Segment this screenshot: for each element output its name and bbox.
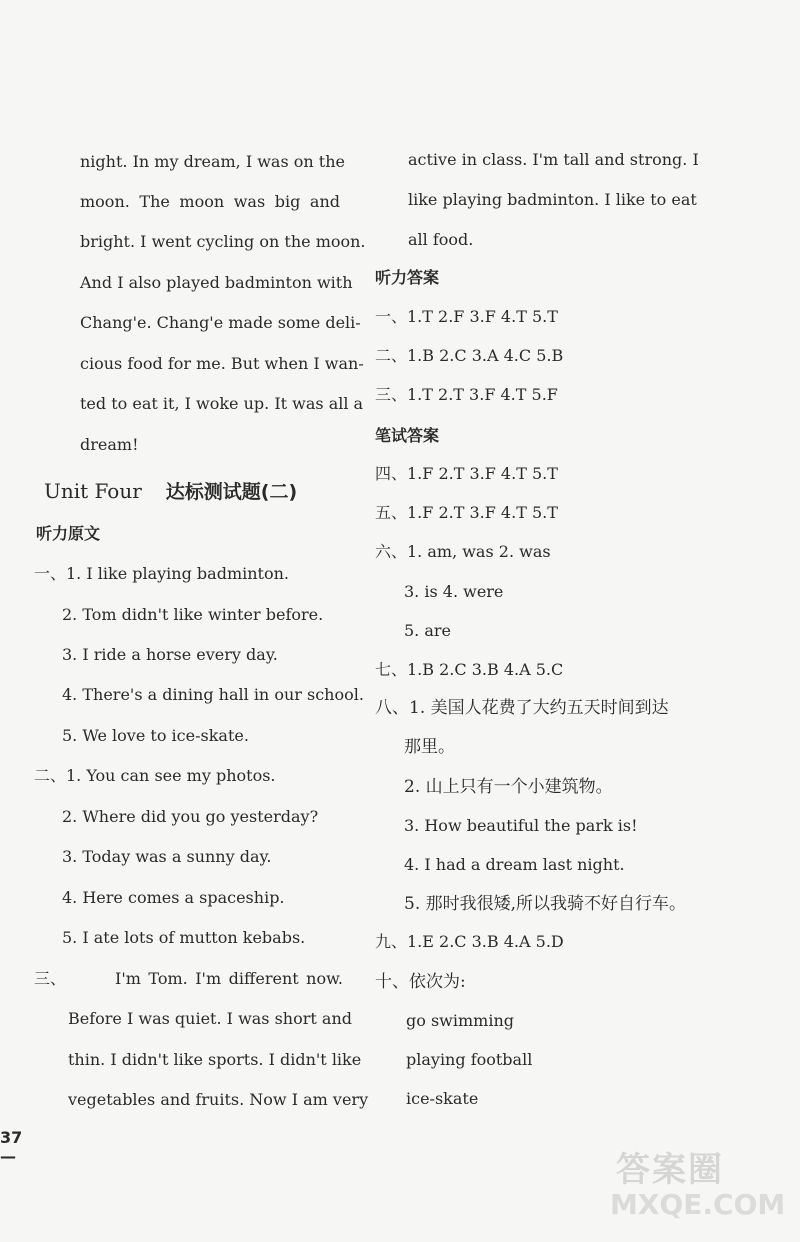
list-item: 二、1. You can see my photos.	[34, 766, 276, 785]
answer-row: 二、1.B 2.C 3.A 4.C 5.B	[375, 346, 564, 365]
answer-row: 四、1.F 2.T 3.F 4.T 5.T	[375, 464, 558, 483]
list-item: 4. There's a dining hall in our school.	[62, 685, 364, 704]
answer-row: 5. are	[404, 621, 452, 640]
answer-row: go swimming	[406, 1011, 514, 1030]
answer-row: 3. is 4. were	[404, 582, 504, 601]
story-line: And I also played badminton with	[80, 273, 353, 292]
answer-row: 七、1.B 2.C 3.B 4.A 5.C	[375, 660, 564, 679]
list-item: 2. Where did you go yesterday?	[62, 807, 319, 826]
listening-answers-heading: 听力答案	[375, 268, 440, 287]
answer-row: 5. 那时我很矮,所以我骑不好自行车。	[404, 894, 687, 914]
answer-row: 那里。	[404, 737, 455, 757]
unit-title-cn: 达标测试题(二)	[165, 481, 298, 503]
answer-row: 三、1.T 2.T 3.F 4.T 5.F	[375, 385, 558, 404]
answer-row: 五、1.F 2.T 3.F 4.T 5.T	[375, 503, 558, 522]
story-line: night. In my dream, I was on the	[80, 152, 345, 171]
answer-row: ice-skate	[406, 1089, 479, 1108]
unit-title-en: Unit Four	[44, 479, 142, 503]
unit-title	[44, 478, 297, 505]
story-line: Chang'e. Chang'e made some deli-	[80, 313, 361, 332]
list-item: 5. I ate lots of mutton kebabs.	[62, 928, 306, 947]
watermark-cn: 答案圈	[616, 1150, 724, 1190]
story-line: thin. I didn't like sports. I didn't like	[68, 1050, 362, 1069]
list-item: 一、1. I like playing badminton.	[34, 564, 290, 583]
story-line: ted to eat it, I woke up. It was all a	[80, 394, 364, 413]
part3-label: 三、	[34, 969, 67, 988]
story-line: bright. I went cycling on the moon.	[80, 232, 366, 251]
answer-row: 八、1. 美国人花费了大约五天时间到达	[375, 698, 669, 718]
page-number: 37 —	[0, 1128, 23, 1166]
list-item: 3. I ride a horse every day.	[62, 645, 278, 664]
answer-row: 4. I had a dream last night.	[404, 855, 625, 874]
answer-row: 六、1. am, was 2. was	[375, 542, 551, 561]
list-item: 5. We love to ice-skate.	[62, 726, 249, 745]
story-line: I'm Tom. I'm different now.	[115, 969, 343, 988]
answer-row: 一、1.T 2.F 3.F 4.T 5.T	[375, 307, 558, 326]
story-line: all food.	[408, 230, 474, 249]
story-line: Before I was quiet. I was short and	[68, 1009, 352, 1028]
story-line: active in class. I'm tall and strong. I	[408, 150, 699, 169]
list-item: 4. Here comes a spaceship.	[62, 888, 285, 907]
watermark-en: MXQE.COM	[610, 1188, 786, 1221]
listening-text-heading: 听力原文	[36, 524, 101, 543]
story-line: cious food for me. But when I wan-	[80, 354, 364, 373]
answer-row: 2. 山上只有一个小建筑物。	[404, 777, 613, 797]
answer-row: 十、依次为:	[375, 972, 466, 992]
story-line: moon. The moon was big and	[80, 192, 340, 211]
list-item: 3. Today was a sunny day.	[62, 847, 272, 866]
list-item: 2. Tom didn't like winter before.	[62, 605, 324, 624]
answer-row: playing football	[406, 1050, 533, 1069]
story-line: vegetables and fruits. Now I am very	[68, 1090, 369, 1109]
watermark-logo	[604, 1142, 784, 1228]
written-answers-heading: 笔试答案	[375, 426, 440, 445]
story-line: like playing badminton. I like to eat	[408, 190, 697, 209]
answer-row: 3. How beautiful the park is!	[404, 816, 638, 835]
answer-row: 九、1.E 2.C 3.B 4.A 5.D	[375, 932, 564, 951]
story-line: dream!	[80, 435, 139, 454]
